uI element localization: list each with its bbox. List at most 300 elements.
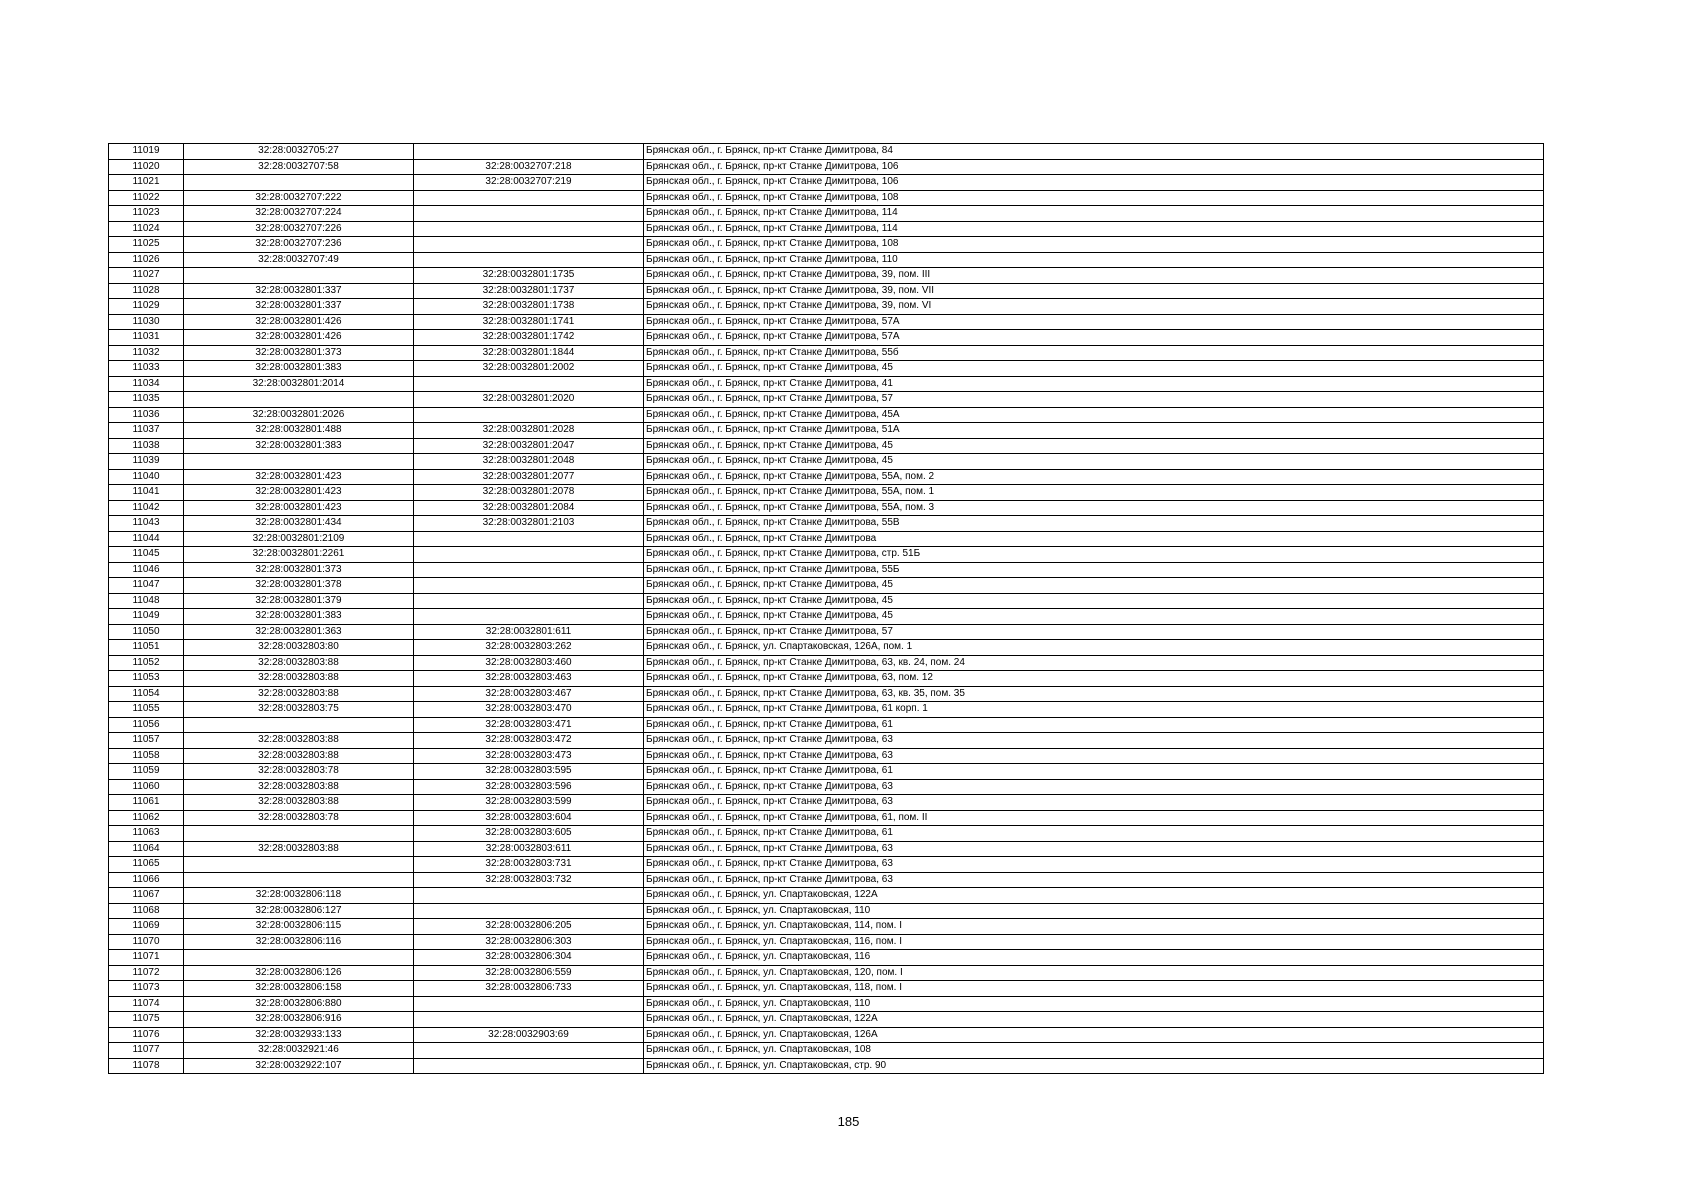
table-row [109, 469, 1544, 485]
table-row [109, 888, 1544, 904]
address-cell: Брянская обл., г. Брянск, пр-кт Станке Димитрова, 41 [644, 376, 1544, 392]
related-cadastral-number-cell: 32:28:0032801:1738 [414, 299, 644, 315]
table-row [109, 779, 1544, 795]
cadastral-number-cell: 32:28:0032801:378 [184, 578, 414, 594]
address-cell: Брянская обл., г. Брянск, ул. Спартаковская, 122А [644, 1012, 1544, 1028]
row-number-cell: 11036 [109, 407, 184, 423]
table-row [109, 252, 1544, 268]
row-number-cell: 11054 [109, 686, 184, 702]
related-cadastral-number-cell: 32:28:0032801:2077 [414, 469, 644, 485]
row-number-cell: 11032 [109, 345, 184, 361]
cadastral-number-cell: 32:28:0032801:434 [184, 516, 414, 532]
table-row [109, 609, 1544, 625]
row-number-cell: 11056 [109, 717, 184, 733]
cadastral-number-cell: 32:28:0032801:383 [184, 438, 414, 454]
cadastral-number-cell: 32:28:0032803:88 [184, 779, 414, 795]
row-number-cell: 11073 [109, 981, 184, 997]
related-cadastral-number-cell: 32:28:0032803:599 [414, 795, 644, 811]
row-number-cell: 11027 [109, 268, 184, 284]
related-cadastral-number-cell [414, 376, 644, 392]
table-row [109, 531, 1544, 547]
row-number-cell: 11023 [109, 206, 184, 222]
related-cadastral-number-cell: 32:28:0032806:303 [414, 934, 644, 950]
cadastral-number-cell: 32:28:0032801:373 [184, 345, 414, 361]
row-number-cell: 11041 [109, 485, 184, 501]
cadastral-number-cell: 32:28:0032803:78 [184, 810, 414, 826]
address-cell: Брянская обл., г. Брянск, пр-кт Станке Димитрова, 55В [644, 516, 1544, 532]
row-number-cell: 11050 [109, 624, 184, 640]
cadastral-number-cell: 32:28:0032803:80 [184, 640, 414, 656]
related-cadastral-number-cell [414, 1012, 644, 1028]
address-cell: Брянская обл., г. Брянск, пр-кт Станке Димитрова, 45А [644, 407, 1544, 423]
row-number-cell: 11039 [109, 454, 184, 470]
cadastral-number-cell: 32:28:0032801:2261 [184, 547, 414, 563]
address-cell: Брянская обл., г. Брянск, ул. Спартаковская, 114, пом. I [644, 919, 1544, 935]
cadastral-number-cell: 32:28:0032801:2014 [184, 376, 414, 392]
address-cell: Брянская обл., г. Брянск, пр-кт Станке Димитрова, 57А [644, 330, 1544, 346]
table-row [109, 237, 1544, 253]
related-cadastral-number-cell: 32:28:0032803:262 [414, 640, 644, 656]
cadastral-number-cell: 32:28:0032803:88 [184, 671, 414, 687]
related-cadastral-number-cell: 32:28:0032803:605 [414, 826, 644, 842]
table-row [109, 826, 1544, 842]
table-row [109, 841, 1544, 857]
related-cadastral-number-cell [414, 206, 644, 222]
address-cell: Брянская обл., г. Брянск, пр-кт Станке Димитрова, 61 [644, 717, 1544, 733]
cadastral-number-cell [184, 454, 414, 470]
address-cell: Брянская обл., г. Брянск, пр-кт Станке Димитрова, 55Б [644, 562, 1544, 578]
address-cell: Брянская обл., г. Брянск, ул. Спартаковская, 116 [644, 950, 1544, 966]
row-number-cell: 11078 [109, 1058, 184, 1074]
row-number-cell: 11057 [109, 733, 184, 749]
table-row [109, 407, 1544, 423]
row-number-cell: 11065 [109, 857, 184, 873]
row-number-cell: 11029 [109, 299, 184, 315]
related-cadastral-number-cell [414, 562, 644, 578]
table-row [109, 624, 1544, 640]
row-number-cell: 11037 [109, 423, 184, 439]
table-row [109, 516, 1544, 532]
address-cell: Брянская обл., г. Брянск, пр-кт Станке Димитрова, 63 [644, 841, 1544, 857]
row-number-cell: 11025 [109, 237, 184, 253]
table-row [109, 655, 1544, 671]
cadastral-number-cell [184, 268, 414, 284]
row-number-cell: 11046 [109, 562, 184, 578]
table-row [109, 686, 1544, 702]
related-cadastral-number-cell: 32:28:0032707:218 [414, 159, 644, 175]
related-cadastral-number-cell: 32:28:0032801:2002 [414, 361, 644, 377]
address-cell: Брянская обл., г. Брянск, пр-кт Станке Димитрова, 63 [644, 748, 1544, 764]
cadastral-number-cell [184, 826, 414, 842]
related-cadastral-number-cell: 32:28:0032801:1844 [414, 345, 644, 361]
related-cadastral-number-cell: 32:28:0032803:467 [414, 686, 644, 702]
cadastral-number-cell [184, 392, 414, 408]
table-row [109, 206, 1544, 222]
related-cadastral-number-cell: 32:28:0032803:595 [414, 764, 644, 780]
table-row [109, 748, 1544, 764]
cadastral-number-cell: 32:28:0032806:880 [184, 996, 414, 1012]
related-cadastral-number-cell: 32:28:0032801:2084 [414, 500, 644, 516]
address-cell: Брянская обл., г. Брянск, ул. Спартаковская, стр. 90 [644, 1058, 1544, 1074]
row-number-cell: 11030 [109, 314, 184, 330]
row-number-cell: 11021 [109, 175, 184, 191]
related-cadastral-number-cell: 32:28:0032801:611 [414, 624, 644, 640]
cadastral-number-cell: 32:28:0032803:75 [184, 702, 414, 718]
address-cell: Брянская обл., г. Брянск, пр-кт Станке Димитрова, 39, пом. III [644, 268, 1544, 284]
related-cadastral-number-cell: 32:28:0032803:471 [414, 717, 644, 733]
address-cell: Брянская обл., г. Брянск, пр-кт Станке Димитрова, 108 [644, 190, 1544, 206]
row-number-cell: 11069 [109, 919, 184, 935]
cadastral-number-cell: 32:28:0032801:373 [184, 562, 414, 578]
table-row [109, 702, 1544, 718]
cadastral-number-cell: 32:28:0032803:78 [184, 764, 414, 780]
related-cadastral-number-cell: 32:28:0032801:1735 [414, 268, 644, 284]
registry-table [108, 143, 1544, 1074]
address-cell: Брянская обл., г. Брянск, ул. Спартаковская, 108 [644, 1043, 1544, 1059]
row-number-cell: 11028 [109, 283, 184, 299]
cadastral-number-cell: 32:28:0032803:88 [184, 795, 414, 811]
address-cell: Брянская обл., г. Брянск, пр-кт Станке Димитрова, 45 [644, 361, 1544, 377]
row-number-cell: 11060 [109, 779, 184, 795]
cadastral-number-cell: 32:28:0032803:88 [184, 655, 414, 671]
related-cadastral-number-cell: 32:28:0032806:205 [414, 919, 644, 935]
related-cadastral-number-cell: 32:28:0032903:69 [414, 1027, 644, 1043]
table-row [109, 144, 1544, 160]
table-row [109, 376, 1544, 392]
row-number-cell: 11068 [109, 903, 184, 919]
row-number-cell: 11055 [109, 702, 184, 718]
row-number-cell: 11035 [109, 392, 184, 408]
address-cell: Брянская обл., г. Брянск, ул. Спартаковская, 110 [644, 996, 1544, 1012]
address-cell: Брянская обл., г. Брянск, пр-кт Станке Димитрова, 45 [644, 609, 1544, 625]
related-cadastral-number-cell: 32:28:0032803:463 [414, 671, 644, 687]
table-row [109, 1027, 1544, 1043]
address-cell: Брянская обл., г. Брянск, ул. Спартаковская, 126А [644, 1027, 1544, 1043]
related-cadastral-number-cell: 32:28:0032803:611 [414, 841, 644, 857]
related-cadastral-number-cell [414, 593, 644, 609]
cadastral-number-cell: 32:28:0032707:58 [184, 159, 414, 175]
row-number-cell: 11033 [109, 361, 184, 377]
row-number-cell: 11052 [109, 655, 184, 671]
table-row [109, 299, 1544, 315]
row-number-cell: 11048 [109, 593, 184, 609]
related-cadastral-number-cell [414, 547, 644, 563]
row-number-cell: 11066 [109, 872, 184, 888]
row-number-cell: 11026 [109, 252, 184, 268]
table-row [109, 423, 1544, 439]
related-cadastral-number-cell [414, 190, 644, 206]
address-cell: Брянская обл., г. Брянск, пр-кт Станке Димитрова, 63 [644, 795, 1544, 811]
table-row [109, 500, 1544, 516]
address-cell: Брянская обл., г. Брянск, пр-кт Станке Димитрова, 63 [644, 857, 1544, 873]
row-number-cell: 11070 [109, 934, 184, 950]
cadastral-number-cell: 32:28:0032801:423 [184, 469, 414, 485]
cadastral-number-cell: 32:28:0032806:158 [184, 981, 414, 997]
row-number-cell: 11077 [109, 1043, 184, 1059]
table-row [109, 640, 1544, 656]
address-cell: Брянская обл., г. Брянск, пр-кт Станке Димитрова, 114 [644, 221, 1544, 237]
related-cadastral-number-cell: 32:28:0032801:1737 [414, 283, 644, 299]
related-cadastral-number-cell [414, 888, 644, 904]
address-cell: Брянская обл., г. Брянск, пр-кт Станке Димитрова, 63 [644, 872, 1544, 888]
related-cadastral-number-cell: 32:28:0032801:2048 [414, 454, 644, 470]
related-cadastral-number-cell [414, 252, 644, 268]
related-cadastral-number-cell [414, 144, 644, 160]
related-cadastral-number-cell: 32:28:0032707:219 [414, 175, 644, 191]
cadastral-number-cell: 32:28:0032803:88 [184, 733, 414, 749]
table-row [109, 919, 1544, 935]
row-number-cell: 11062 [109, 810, 184, 826]
address-cell: Брянская обл., г. Брянск, пр-кт Станке Димитрова, 55А, пом. 2 [644, 469, 1544, 485]
related-cadastral-number-cell: 32:28:0032803:731 [414, 857, 644, 873]
table-row [109, 671, 1544, 687]
address-cell: Брянская обл., г. Брянск, пр-кт Станке Димитрова, 55А, пом. 3 [644, 500, 1544, 516]
cadastral-number-cell: 32:28:0032801:337 [184, 299, 414, 315]
table-row [109, 454, 1544, 470]
row-number-cell: 11047 [109, 578, 184, 594]
cadastral-number-cell: 32:28:0032707:49 [184, 252, 414, 268]
table-row [109, 175, 1544, 191]
row-number-cell: 11058 [109, 748, 184, 764]
address-cell: Брянская обл., г. Брянск, пр-кт Станке Димитрова, 61 корп. 1 [644, 702, 1544, 718]
related-cadastral-number-cell: 32:28:0032803:473 [414, 748, 644, 764]
cadastral-number-cell: 32:28:0032707:236 [184, 237, 414, 253]
cadastral-number-cell: 32:28:0032801:488 [184, 423, 414, 439]
related-cadastral-number-cell [414, 1043, 644, 1059]
row-number-cell: 11034 [109, 376, 184, 392]
table-row [109, 1012, 1544, 1028]
row-number-cell: 11061 [109, 795, 184, 811]
address-cell: Брянская обл., г. Брянск, пр-кт Станке Димитрова, 84 [644, 144, 1544, 160]
table-row [109, 361, 1544, 377]
address-cell: Брянская обл., г. Брянск, пр-кт Станке Димитрова, стр. 51Б [644, 547, 1544, 563]
table-row [109, 981, 1544, 997]
table-row [109, 965, 1544, 981]
table-row [109, 764, 1544, 780]
cadastral-number-cell: 32:28:0032803:88 [184, 748, 414, 764]
related-cadastral-number-cell: 32:28:0032803:596 [414, 779, 644, 795]
row-number-cell: 11031 [109, 330, 184, 346]
related-cadastral-number-cell [414, 903, 644, 919]
row-number-cell: 11064 [109, 841, 184, 857]
address-cell: Брянская обл., г. Брянск, пр-кт Станке Димитрова, 61 [644, 826, 1544, 842]
address-cell: Брянская обл., г. Брянск, пр-кт Станке Димитрова, 57А [644, 314, 1544, 330]
row-number-cell: 11067 [109, 888, 184, 904]
address-cell: Брянская обл., г. Брянск, пр-кт Станке Димитрова, 57 [644, 392, 1544, 408]
address-cell: Брянская обл., г. Брянск, пр-кт Станке Димитрова, 110 [644, 252, 1544, 268]
address-cell: Брянская обл., г. Брянск, пр-кт Станке Димитрова, 45 [644, 593, 1544, 609]
address-cell: Брянская обл., г. Брянск, пр-кт Станке Димитрова, 45 [644, 438, 1544, 454]
table-row [109, 950, 1544, 966]
table-row [109, 795, 1544, 811]
row-number-cell: 11074 [109, 996, 184, 1012]
cadastral-number-cell: 32:28:0032806:127 [184, 903, 414, 919]
related-cadastral-number-cell [414, 221, 644, 237]
address-cell: Брянская обл., г. Брянск, пр-кт Станке Димитрова, 63, кв. 35, пом. 35 [644, 686, 1544, 702]
address-cell: Брянская обл., г. Брянск, пр-кт Станке Димитрова [644, 531, 1544, 547]
address-cell: Брянская обл., г. Брянск, пр-кт Станке Димитрова, 61, пом. II [644, 810, 1544, 826]
cadastral-number-cell: 32:28:0032806:115 [184, 919, 414, 935]
cadastral-number-cell: 32:28:0032801:383 [184, 361, 414, 377]
row-number-cell: 11022 [109, 190, 184, 206]
cadastral-number-cell: 32:28:0032801:337 [184, 283, 414, 299]
address-cell: Брянская обл., г. Брянск, пр-кт Станке Димитрова, 45 [644, 578, 1544, 594]
table-row [109, 810, 1544, 826]
row-number-cell: 11043 [109, 516, 184, 532]
related-cadastral-number-cell: 32:28:0032806:733 [414, 981, 644, 997]
cadastral-number-cell: 32:28:0032803:88 [184, 841, 414, 857]
cadastral-number-cell: 32:28:0032921:46 [184, 1043, 414, 1059]
cadastral-number-cell: 32:28:0032806:126 [184, 965, 414, 981]
table-row [109, 562, 1544, 578]
address-cell: Брянская обл., г. Брянск, пр-кт Станке Димитрова, 55б [644, 345, 1544, 361]
address-cell: Брянская обл., г. Брянск, пр-кт Станке Димитрова, 57 [644, 624, 1544, 640]
cadastral-number-cell [184, 950, 414, 966]
table-row [109, 159, 1544, 175]
row-number-cell: 11042 [109, 500, 184, 516]
cadastral-number-cell: 32:28:0032801:383 [184, 609, 414, 625]
row-number-cell: 11040 [109, 469, 184, 485]
table-row [109, 872, 1544, 888]
related-cadastral-number-cell [414, 1058, 644, 1074]
row-number-cell: 11044 [109, 531, 184, 547]
related-cadastral-number-cell [414, 237, 644, 253]
related-cadastral-number-cell [414, 531, 644, 547]
address-cell: Брянская обл., г. Брянск, пр-кт Станке Димитрова, 39, пом. VII [644, 283, 1544, 299]
cadastral-number-cell: 32:28:0032803:88 [184, 686, 414, 702]
cadastral-number-cell: 32:28:0032707:226 [184, 221, 414, 237]
row-number-cell: 11075 [109, 1012, 184, 1028]
cadastral-number-cell: 32:28:0032801:379 [184, 593, 414, 609]
address-cell: Брянская обл., г. Брянск, пр-кт Станке Димитрова, 63 [644, 779, 1544, 795]
cadastral-number-cell: 32:28:0032801:426 [184, 330, 414, 346]
table-row [109, 438, 1544, 454]
table-row [109, 190, 1544, 206]
table-row [109, 392, 1544, 408]
cadastral-number-cell: 32:28:0032801:423 [184, 485, 414, 501]
address-cell: Брянская обл., г. Брянск, пр-кт Станке Димитрова, 106 [644, 175, 1544, 191]
row-number-cell: 11059 [109, 764, 184, 780]
table-row [109, 330, 1544, 346]
table-row [109, 1058, 1544, 1074]
row-number-cell: 11019 [109, 144, 184, 160]
address-cell: Брянская обл., г. Брянск, пр-кт Станке Димитрова, 45 [644, 454, 1544, 470]
row-number-cell: 11071 [109, 950, 184, 966]
table-row [109, 314, 1544, 330]
related-cadastral-number-cell: 32:28:0032803:472 [414, 733, 644, 749]
row-number-cell: 11051 [109, 640, 184, 656]
cadastral-number-cell: 32:28:0032705:27 [184, 144, 414, 160]
address-cell: Брянская обл., г. Брянск, пр-кт Станке Димитрова, 106 [644, 159, 1544, 175]
row-number-cell: 11053 [109, 671, 184, 687]
address-cell: Брянская обл., г. Брянск, ул. Спартаковская, 116, пом. I [644, 934, 1544, 950]
related-cadastral-number-cell [414, 609, 644, 625]
cadastral-number-cell: 32:28:0032933:133 [184, 1027, 414, 1043]
page-number: 185 [837, 1114, 860, 1129]
address-cell: Брянская обл., г. Брянск, ул. Спартаковская, 110 [644, 903, 1544, 919]
address-cell: Брянская обл., г. Брянск, пр-кт Станке Димитрова, 51А [644, 423, 1544, 439]
cadastral-number-cell: 32:28:0032806:118 [184, 888, 414, 904]
table-row [109, 934, 1544, 950]
address-cell: Брянская обл., г. Брянск, пр-кт Станке Димитрова, 63 [644, 733, 1544, 749]
related-cadastral-number-cell: 32:28:0032801:2047 [414, 438, 644, 454]
related-cadastral-number-cell: 32:28:0032806:304 [414, 950, 644, 966]
table-row [109, 221, 1544, 237]
cadastral-number-cell: 32:28:0032922:107 [184, 1058, 414, 1074]
address-cell: Брянская обл., г. Брянск, пр-кт Станке Димитрова, 114 [644, 206, 1544, 222]
row-number-cell: 11024 [109, 221, 184, 237]
cadastral-number-cell: 32:28:0032801:426 [184, 314, 414, 330]
row-number-cell: 11072 [109, 965, 184, 981]
address-cell: Брянская обл., г. Брянск, пр-кт Станке Димитрова, 63, пом. 12 [644, 671, 1544, 687]
row-number-cell: 11038 [109, 438, 184, 454]
table-row [109, 485, 1544, 501]
row-number-cell: 11063 [109, 826, 184, 842]
related-cadastral-number-cell: 32:28:0032801:2028 [414, 423, 644, 439]
table-row [109, 547, 1544, 563]
row-number-cell: 11045 [109, 547, 184, 563]
cadastral-number-cell: 32:28:0032806:916 [184, 1012, 414, 1028]
table-row [109, 593, 1544, 609]
table-row [109, 283, 1544, 299]
cadastral-number-cell: 32:28:0032707:224 [184, 206, 414, 222]
address-cell: Брянская обл., г. Брянск, пр-кт Станке Димитрова, 39, пом. VI [644, 299, 1544, 315]
related-cadastral-number-cell [414, 996, 644, 1012]
row-number-cell: 11049 [109, 609, 184, 625]
address-cell: Брянская обл., г. Брянск, пр-кт Станке Димитрова, 55А, пом. 1 [644, 485, 1544, 501]
related-cadastral-number-cell: 32:28:0032801:1741 [414, 314, 644, 330]
address-cell: Брянская обл., г. Брянск, ул. Спартаковская, 122А [644, 888, 1544, 904]
cadastral-number-cell: 32:28:0032806:116 [184, 934, 414, 950]
related-cadastral-number-cell: 32:28:0032803:460 [414, 655, 644, 671]
address-cell: Брянская обл., г. Брянск, ул. Спартаковская, 120, пом. I [644, 965, 1544, 981]
related-cadastral-number-cell: 32:28:0032801:2020 [414, 392, 644, 408]
related-cadastral-number-cell: 32:28:0032803:732 [414, 872, 644, 888]
table-row [109, 857, 1544, 873]
related-cadastral-number-cell: 32:28:0032806:559 [414, 965, 644, 981]
address-cell: Брянская обл., г. Брянск, пр-кт Станке Димитрова, 61 [644, 764, 1544, 780]
related-cadastral-number-cell: 32:28:0032803:470 [414, 702, 644, 718]
table-row [109, 733, 1544, 749]
address-cell: Брянская обл., г. Брянск, ул. Спартаковская, 126А, пом. 1 [644, 640, 1544, 656]
table-row [109, 268, 1544, 284]
table-row [109, 717, 1544, 733]
related-cadastral-number-cell: 32:28:0032801:2103 [414, 516, 644, 532]
address-cell: Брянская обл., г. Брянск, пр-кт Станке Димитрова, 63, кв. 24, пом. 24 [644, 655, 1544, 671]
row-number-cell: 11076 [109, 1027, 184, 1043]
cadastral-number-cell: 32:28:0032801:2109 [184, 531, 414, 547]
related-cadastral-number-cell: 32:28:0032801:2078 [414, 485, 644, 501]
cadastral-number-cell [184, 857, 414, 873]
table-row [109, 1043, 1544, 1059]
table-row [109, 903, 1544, 919]
table-row [109, 578, 1544, 594]
related-cadastral-number-cell: 32:28:0032803:604 [414, 810, 644, 826]
cadastral-number-cell [184, 717, 414, 733]
address-cell: Брянская обл., г. Брянск, ул. Спартаковская, 118, пом. I [644, 981, 1544, 997]
row-number-cell: 11020 [109, 159, 184, 175]
table-row [109, 996, 1544, 1012]
address-cell: Брянская обл., г. Брянск, пр-кт Станке Димитрова, 108 [644, 237, 1544, 253]
cadastral-number-cell: 32:28:0032801:2026 [184, 407, 414, 423]
cadastral-number-cell: 32:28:0032801:423 [184, 500, 414, 516]
registry-table-body [109, 144, 1544, 1074]
related-cadastral-number-cell: 32:28:0032801:1742 [414, 330, 644, 346]
related-cadastral-number-cell [414, 578, 644, 594]
cadastral-number-cell [184, 872, 414, 888]
cadastral-number-cell [184, 175, 414, 191]
cadastral-number-cell: 32:28:0032801:363 [184, 624, 414, 640]
